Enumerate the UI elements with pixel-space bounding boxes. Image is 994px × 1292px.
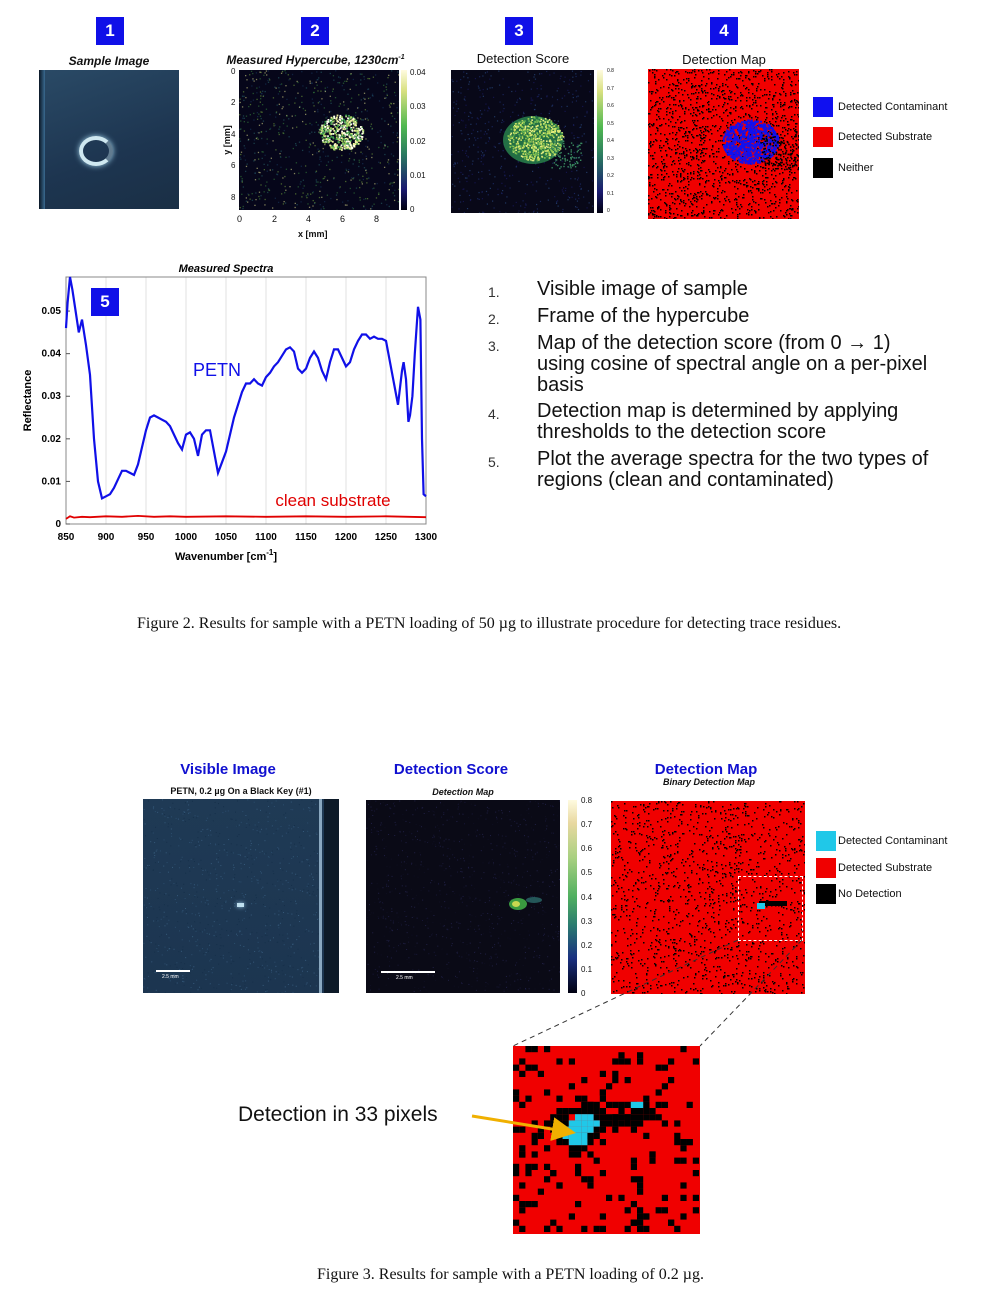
panel-3-title: Detection Score [476,51,570,66]
x-tick-label: 1300 [414,532,438,543]
x-tick-label: 1200 [334,532,358,543]
list-text: Visible image of sample [537,278,748,300]
detection-map-title: Detection Map [654,761,758,778]
colorbar-tick: 0.1 [607,190,614,197]
y-tick-label: 0.01 [41,476,61,488]
colorbar-tick: 0.6 [607,103,614,109]
x-tick: 8 [374,214,380,224]
colorbar-tick: 0.2 [607,173,614,179]
panel-3-badge: 3 [505,17,533,45]
y-tick-label: 0.03 [41,391,61,403]
list-text: Plot the average spectra for the two types of regions (clean and contaminated) [537,448,929,491]
x-tick-label: 1000 [174,532,198,543]
x-tick: 4 [306,214,312,224]
x-tick: 0 [237,214,243,224]
x-tick-label: 950 [137,532,155,543]
colorbar-tick: 0.3 [607,155,614,162]
cb-tick: 0.01 [410,171,426,180]
panel-1-badge: 1 [96,17,124,45]
cb-tick: 0.02 [410,137,426,146]
colorbar-tick: 0 [581,989,586,998]
y-tick-label: 0 [55,519,61,530]
y-tick-label: 0.05 [41,306,61,318]
x-tick-label: 1150 [295,532,317,543]
series-label-clean-substrate: clean substrate [275,491,391,510]
colorbar-tick: 0.3 [581,916,593,926]
x-axis-label: Wavenumber $[cm^{-1}]$ [174,548,278,563]
cb-tick: 0.04 [410,68,426,77]
y-tick: 0 [231,67,236,76]
panel-1-title: Sample Image [68,54,150,68]
y-tick: 6 [231,161,236,170]
legend-label: Detected Substrate [838,131,933,143]
colorbar-tick: 0.8 [607,68,614,74]
x-tick-label: 1050 [214,532,238,543]
detection-score-title: Detection Score [393,761,509,778]
y-tick: 2 [231,98,236,107]
list-number: 5. [488,454,500,470]
list-text: Detection map is determined by applying thresholds to the detection score [537,400,899,443]
x-tick: 6 [340,214,346,224]
detection-map-subtitle: Binary Detection Map [662,777,756,787]
legend-label: Neither [838,162,874,174]
colorbar-tick: 0.7 [581,820,593,830]
y-tick: 4 [231,130,236,139]
hypercube-x-label: x [mm] [298,229,328,239]
panel-4-badge: 4 [710,17,738,45]
visible-image-title: Visible Image [180,761,276,778]
cb-tick: 0 [410,205,415,214]
chart-title: Measured Spectra [178,263,274,275]
y-tick: 8 [231,193,236,202]
list-number: 3. [488,338,500,354]
legend-label: Detected Contaminant [838,835,948,847]
detection-score-subtitle: Detection Map [432,787,494,797]
x-tick-label: 850 [57,532,75,543]
panel-2-title: Measured Hypercube, $1230cm^{-1}$ [226,53,405,67]
colorbar-tick: 0.4 [607,138,614,144]
cb-tick: 0.03 [410,102,426,111]
legend-label: Detected Substrate [838,862,933,874]
series-label-petn: PETN [192,360,242,380]
x-tick-label: 900 [97,532,115,543]
panel-4-title: Detection Map [682,52,766,67]
colorbar-tick: 0.1 [581,964,593,974]
x-tick-label: 1100 [255,532,277,543]
visible-image-subtitle: PETN, 0.2 µg On a Black Key (#1) [170,786,312,796]
colorbar-tick: 0.4 [581,892,593,902]
colorbar-tick: 0.5 [607,120,614,127]
legend-label: No Detection [838,888,902,900]
colorbar-tick: 0 [607,208,610,214]
list-number: 2. [488,311,500,327]
list-text: Map of the detection score (from 0 → 1) using cosine of spectral angle on a per-pixel basis [537,332,928,396]
x-tick: 2 [272,214,278,224]
figure-2-caption: Figure 2. Results for sample with a PETN loading of 50 µg to illustrate procedure for detecting trace residues. [137,615,842,632]
colorbar-tick: 0.7 [607,85,614,92]
y-axis-label: Reflectance [22,369,34,432]
y-tick-label: 0.02 [41,433,61,445]
colorbar-tick: 0.2 [581,940,593,950]
colorbar-tick: 0.5 [581,868,593,878]
list-number: 1. [488,284,500,300]
scale-bar-label: 2.5 mm [162,974,179,980]
scale-bar-label: 2.5 mm [396,975,413,981]
x-tick-label: 1250 [374,532,398,543]
list-text: Frame of the hypercube [537,305,750,327]
detection-annotation: Detection in 33 pixels [238,1103,438,1126]
colorbar-tick: 0.6 [581,844,593,854]
legend-label: Detected Contaminant [838,101,948,113]
hypercube-y-label: y [mm] [221,125,232,155]
y-tick-label: 0.04 [41,348,61,360]
panel-2-badge: 2 [301,17,329,45]
panel-5-badge: 5 [91,288,119,316]
figure-3-caption: Figure 3. Results for sample with a PETN loading of 0.2 µg. [317,1266,704,1283]
list-number: 4. [488,406,500,422]
colorbar-tick: 0.8 [581,796,593,805]
